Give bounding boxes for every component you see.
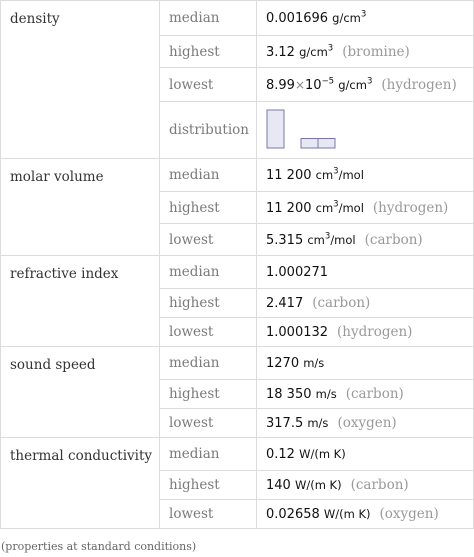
unit-exponent: 3 (333, 199, 339, 210)
value-unit: W/(m K) (299, 446, 346, 461)
value-number: 0.001696 (266, 10, 329, 26)
value-cell (257, 224, 474, 256)
value-cell (257, 438, 474, 471)
value-number: 0.02658 (266, 507, 320, 522)
value-unit: cm (315, 167, 334, 182)
value-mantissa: 8.99 (266, 77, 295, 93)
value-cell (257, 102, 474, 159)
unit-exponent: 3 (366, 76, 373, 87)
value-number: 1.000132 (266, 325, 329, 340)
stat-label: median (160, 1, 257, 36)
value-number: 5.315 (266, 232, 304, 248)
property-name: refractive index (1, 256, 160, 347)
value-unit: cm (315, 200, 334, 215)
stat-label: median (160, 159, 257, 192)
stat-label: lowest (160, 409, 257, 438)
value-number: 3.12 (266, 44, 295, 60)
value-number: 2.417 (266, 296, 304, 311)
value-cell (257, 471, 474, 500)
value-cell (257, 380, 474, 409)
value-cell (257, 347, 474, 380)
value-number: 11 200 (266, 200, 312, 216)
value-unit-tail: /mol (338, 167, 364, 182)
unit-exponent: 3 (360, 9, 367, 20)
stat-label: highest (160, 192, 257, 224)
stat-label: median (160, 347, 257, 380)
value-cell (257, 256, 474, 289)
value-number: 317.5 (266, 416, 304, 431)
stat-label: lowest (160, 224, 257, 256)
stat-label: highest (160, 380, 257, 409)
value-note: (carbon) (350, 477, 409, 493)
table-row (1, 1, 474, 36)
value-cell (257, 409, 474, 438)
stat-label: lowest (160, 318, 257, 347)
value-base: 10 (305, 77, 322, 93)
histogram-bar (267, 110, 284, 148)
stat-label: median (160, 256, 257, 289)
value-note: (hydrogen) (381, 76, 457, 93)
table-row (1, 347, 474, 380)
value-note: (hydrogen) (337, 324, 413, 340)
table-row (1, 159, 474, 192)
value-number: 18 350 (266, 387, 312, 402)
value-cell (257, 36, 474, 68)
value-cell (257, 318, 474, 347)
unit-exponent: 3 (333, 166, 339, 177)
value-number: 0.12 (266, 446, 295, 462)
value-unit: W/(m K) (294, 478, 342, 492)
stat-label: lowest (160, 500, 257, 529)
value-note: (oxygen) (337, 415, 397, 431)
table-row (1, 438, 474, 471)
value-number: 1.000271 (266, 264, 329, 280)
table-row (1, 256, 474, 289)
times-sign: × (294, 77, 306, 92)
value-power: −5 (321, 76, 335, 87)
value-cell (257, 1, 474, 36)
histogram-bar (301, 139, 318, 149)
footnote: (properties at standard conditions) (1, 540, 197, 553)
value-note: (hydrogen) (372, 199, 449, 216)
stat-label: lowest (160, 68, 257, 102)
value-note: (carbon) (364, 231, 423, 248)
value-unit: g/cm (332, 10, 361, 25)
value-unit: m/s (303, 355, 325, 370)
value-note: (carbon) (312, 295, 371, 311)
unit-exponent: 3 (327, 43, 334, 54)
property-name: density (1, 1, 160, 159)
value-cell (257, 192, 474, 224)
value-number: 1270 (266, 355, 300, 371)
value-unit: g/cm (338, 77, 367, 92)
value-cell (257, 68, 474, 102)
value-unit-tail: /mol (338, 200, 364, 215)
value-unit: m/s (307, 416, 329, 430)
stat-label: highest (160, 36, 257, 68)
stat-label: highest (160, 289, 257, 318)
stat-label: highest (160, 471, 257, 500)
value-unit: cm (307, 232, 325, 247)
property-name: sound speed (1, 347, 160, 438)
value-cell (257, 159, 474, 192)
value-note: (bromine) (342, 43, 410, 60)
distribution-histogram (266, 108, 346, 152)
value-unit: W/(m K) (323, 507, 371, 521)
value-unit-tail: /mol (330, 232, 356, 247)
property-name: molar volume (1, 159, 160, 256)
value-note: (carbon) (345, 386, 404, 402)
value-cell (257, 289, 474, 318)
value-number: 11 200 (266, 167, 312, 183)
unit-exponent: 3 (324, 231, 331, 242)
histogram-bar (318, 139, 335, 149)
value-number: 140 (266, 478, 291, 493)
value-note: (oxygen) (379, 506, 439, 522)
property-name: thermal conductivity (1, 438, 160, 529)
value-cell (257, 500, 474, 529)
stat-label: distribution (160, 102, 257, 159)
value-unit: m/s (315, 387, 337, 401)
value-unit: g/cm (299, 44, 328, 59)
stat-label: median (160, 438, 257, 471)
